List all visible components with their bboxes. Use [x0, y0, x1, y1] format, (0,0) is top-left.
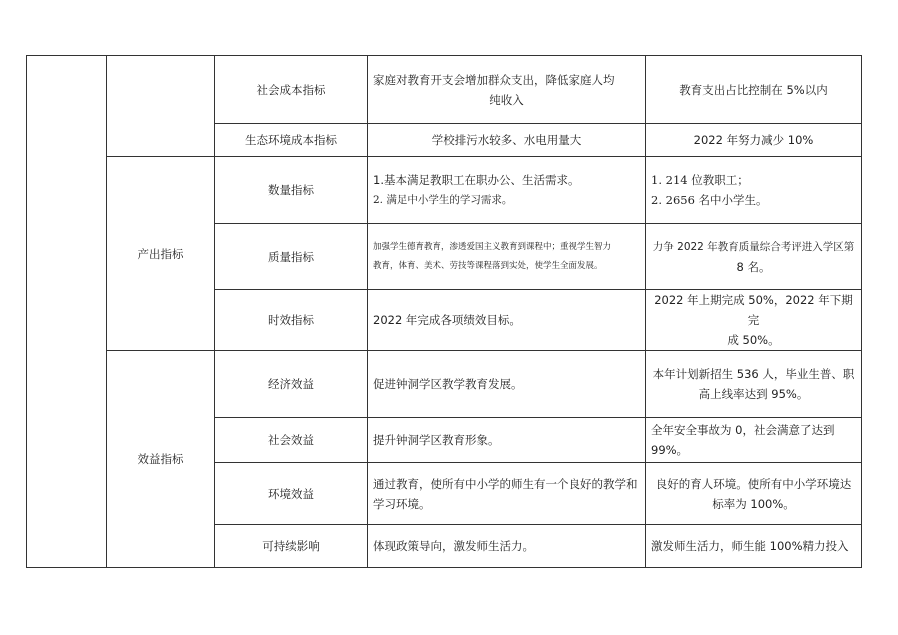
content-quality: 加强学生德育教育，渗透爱国主义教育到课程中；重视学生智力 教育，体育、美术、劳技等课程落到实处，使学生全面发展。	[368, 224, 646, 290]
content-social-benefit: 提升钟洞学区教育形象。	[368, 418, 646, 463]
target-quality: 力争 2022 年教育质量综合考评进入学区第 8 名。	[646, 224, 862, 290]
target-quantity: 1. 214 位教职工； 2. 2656 名中小学生。	[646, 157, 862, 224]
category-output: 产出指标	[107, 157, 215, 351]
category-benefit: 效益指标	[107, 351, 215, 568]
content-quantity: 1.基本满足教职工在职办公、生活需求。 2. 满足中小学生的学习需求。	[368, 157, 646, 224]
cost-category-cell	[107, 56, 215, 157]
content-social-cost: 家庭对教育开支会增加群众支出，降低家庭人均 纯收入	[368, 56, 646, 124]
table-row	[27, 351, 862, 418]
content-eco-cost: 学校排污水较多、水电用量大	[368, 124, 646, 157]
content-sustainability: 体现政策导向，激发师生活力。	[368, 525, 646, 568]
table-row	[27, 56, 862, 124]
indicator-social-cost: 社会成本指标	[215, 56, 368, 124]
table-row	[27, 157, 862, 224]
indicator-social-benefit: 社会效益	[215, 418, 368, 463]
target-economic: 本年计划新招生 536 人，毕业生普、职 高上线率达到 95%。	[646, 351, 862, 418]
indicator-timeliness: 时效指标	[215, 290, 368, 351]
target-social-cost: 教育支出占比控制在 5%以内	[646, 56, 862, 124]
performance-indicator-table	[26, 55, 862, 568]
indicator-sustainability: 可持续影响	[215, 525, 368, 568]
indicator-quality: 质量指标	[215, 224, 368, 290]
target-eco-cost: 2022 年努力减少 10%	[646, 124, 862, 157]
target-social-benefit: 全年安全事故为 0，社会满意了达到 99%。	[646, 418, 862, 463]
content-economic: 促进钟洞学区教学教育发展。	[368, 351, 646, 418]
left-margin-cell	[27, 56, 107, 568]
indicator-quantity: 数量指标	[215, 157, 368, 224]
indicator-economic: 经济效益	[215, 351, 368, 418]
target-sustainability: 激发师生活力，师生能 100%精力投入	[646, 525, 862, 568]
indicator-eco-cost: 生态环境成本指标	[215, 124, 368, 157]
content-timeliness: 2022 年完成各项绩效目标。	[368, 290, 646, 351]
target-timeliness: 2022 年上期完成 50%，2022 年下期完 成 50%。	[646, 290, 862, 351]
content-environment: 通过教育，使所有中小学的师生有一个良好的教学和 学习环境。	[368, 463, 646, 525]
target-environment: 良好的育人环境。使所有中小学环境达 标率为 100%。	[646, 463, 862, 525]
indicator-environment: 环境效益	[215, 463, 368, 525]
